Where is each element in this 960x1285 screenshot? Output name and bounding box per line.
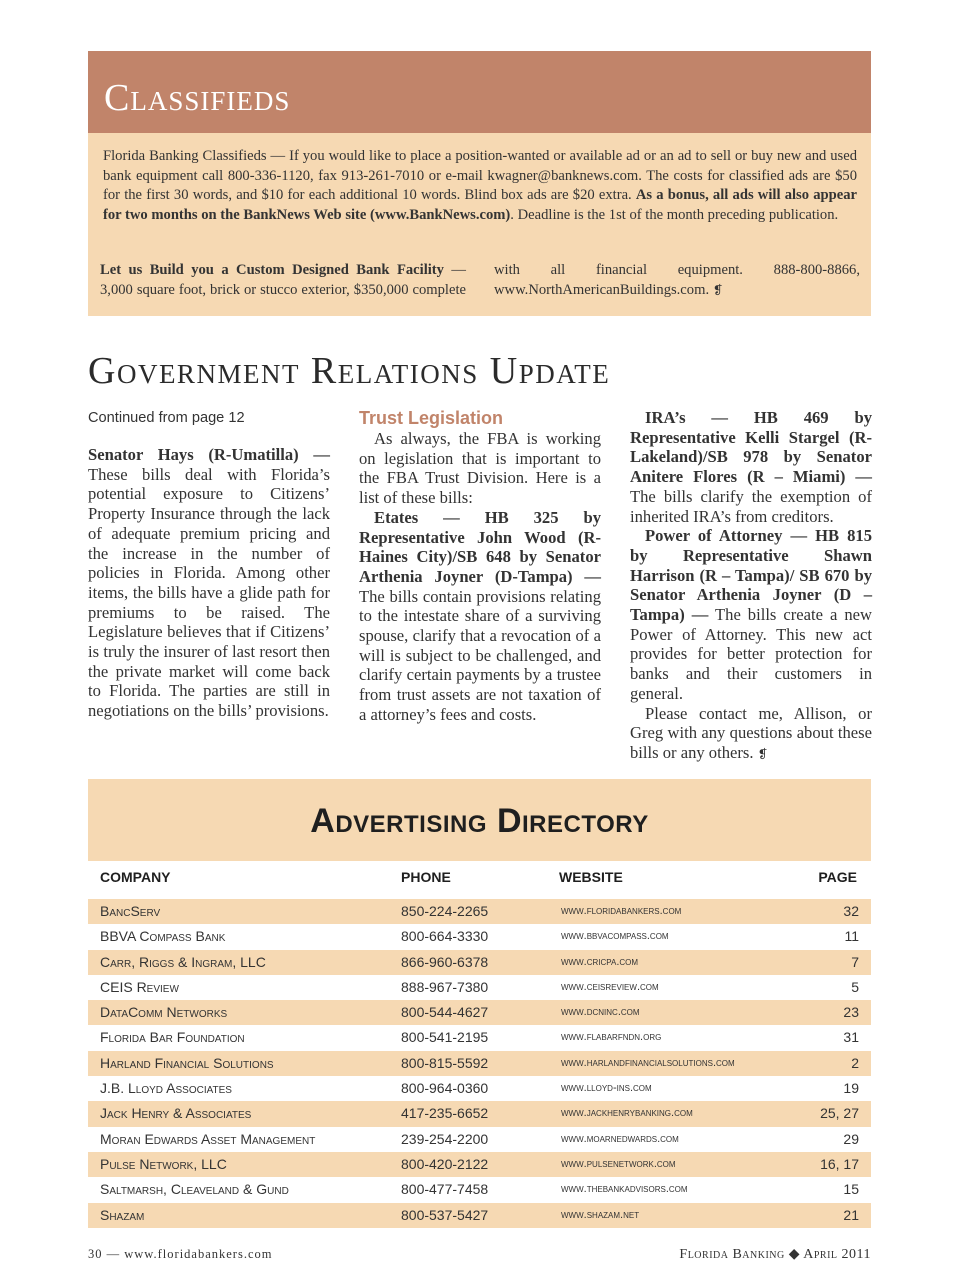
website-link[interactable]: www.shazam.net xyxy=(561,1208,640,1221)
phone-cell: 417-235-6652 xyxy=(401,1105,489,1122)
trust-intro-paragraph: As always, the FBA is working on legislation that is important to the FBA Trust Division. Here is a list of these bills: xyxy=(359,429,601,508)
phone-cell: 866-960-6378 xyxy=(401,953,489,970)
company-cell: Jack Henry & Associates xyxy=(100,1105,252,1122)
table-row xyxy=(88,1051,871,1076)
company-cell: Shazam xyxy=(100,1206,145,1223)
website-link[interactable]: www.thebankadvisors.com xyxy=(561,1183,688,1196)
website-link[interactable]: www.moarnedwards.com xyxy=(561,1132,679,1145)
website-link[interactable]: www.floridabankers.com xyxy=(561,905,682,917)
website-link[interactable]: www.cricpa.com xyxy=(561,955,639,968)
page-cell: 2 xyxy=(851,1054,859,1071)
directory-column-headers xyxy=(88,861,871,901)
page-cell: 16, 17 xyxy=(820,1155,859,1172)
ira-text: The bills clarify the exemption of inherited IRA’s from creditors. xyxy=(630,486,872,526)
trust-legislation-heading: Trust Legislation xyxy=(359,408,504,428)
table-row xyxy=(88,1000,871,1025)
contact-text: Please contact me, Allison, or Greg with any questions about these bills or any others. xyxy=(630,703,872,762)
classifieds-title: Classifieds xyxy=(104,77,291,119)
page-cell: 32 xyxy=(843,903,859,919)
table-row xyxy=(88,975,871,1000)
table-row xyxy=(88,1076,871,1101)
page-cell: 15 xyxy=(843,1181,859,1198)
website-link[interactable]: www.ceisreview.com xyxy=(561,980,659,993)
footer-publication: Florida Banking ◆ April 2011 xyxy=(679,1247,871,1262)
page-cell: 19 xyxy=(843,1080,859,1097)
table-row xyxy=(88,950,871,975)
company-cell: CEIS Review xyxy=(100,978,179,995)
advertising-directory-header xyxy=(88,779,871,861)
company-cell: Pulse Network, LLC xyxy=(100,1155,227,1172)
classifieds-bonus-text: As a bonus, all ads will also appear for two months on the BankNews Web site (www.BankNews.com) xyxy=(103,187,857,224)
advertising-directory-title: Advertising Directory xyxy=(310,802,649,840)
website-link[interactable]: www.flabarfndn.org xyxy=(561,1031,662,1044)
continued-note: Continued from page 12 xyxy=(88,410,245,426)
classifieds-intro-text: Florida Banking Classifieds — If you would like to place a position-wanted or available ad or an ad to sell or buy new and used bank equipment call 800-336-1120, fax 913-261-7010 or e-mail kwagner@banknews.com. The costs for classified ads are $50 for the first 30 words, and $10 for each additional 10 words. Blind box ads are $20 extra. xyxy=(103,148,857,204)
column-header-company: COMPANY xyxy=(100,869,171,885)
senator-hays-text: These bills deal with Florida’s potential exposure to Citizens’ Property Insurance through the lack of adequate premium pricing and the increase in the number of policies in Florida. Among other items, the bills have a glide path for premiums to be raised. The Legislature believes that if Citizens’ is truly the insurer of last resort then the private market will come back to Florida. The parties are still in negotiations on the bills’ provisions. xyxy=(88,464,330,721)
page-cell: 5 xyxy=(851,978,859,995)
page-cell: 23 xyxy=(843,1004,859,1021)
website-link[interactable]: www.dcninc.com xyxy=(561,1006,640,1019)
contact-paragraph xyxy=(630,704,872,765)
footer-page-url: 30 — www.floridabankers.com xyxy=(88,1247,273,1261)
directory-bottom-rule xyxy=(88,1226,871,1227)
column-header-phone: PHONE xyxy=(401,869,451,885)
website-link[interactable]: www.harlandfinancialsolutions.com xyxy=(561,1056,735,1069)
phone-cell: 800-815-5592 xyxy=(401,1054,489,1071)
poa-heading: Power of Attorney — HB 815 by Representative Shawn Harrison (R – Tampa)/ SB 670 by Senator Arthenia Joyner (D – Tampa) — xyxy=(630,526,872,625)
phone-cell: 888-967-7380 xyxy=(401,978,489,995)
company-cell: BancServ xyxy=(100,903,161,919)
phone-cell: 850-224-2265 xyxy=(401,903,489,919)
page-cell: 11 xyxy=(844,928,859,945)
page-cell: 21 xyxy=(843,1206,859,1223)
poa-paragraph xyxy=(630,526,872,703)
phone-cell: 800-420-2122 xyxy=(401,1155,489,1172)
article-column-1 xyxy=(88,408,330,721)
phone-cell: 239-254-2200 xyxy=(401,1130,489,1147)
article-column-2 xyxy=(359,408,601,725)
ira-heading: IRA’s — HB 469 by Representative Kelli Stargel (R-Lakeland)/SB 978 by Senator Anitere Flores (R – Miami) — xyxy=(630,408,872,487)
table-row xyxy=(88,924,871,949)
company-cell: BBVA Compass Bank xyxy=(100,928,226,945)
phone-cell: 800-664-3330 xyxy=(401,928,489,945)
table-row xyxy=(88,1127,871,1152)
company-cell: Saltmarsh, Cleaveland & Gund xyxy=(100,1181,289,1198)
phone-cell: 800-964-0360 xyxy=(401,1080,489,1097)
classified-ad xyxy=(100,260,860,300)
senator-hays-paragraph xyxy=(88,445,330,721)
company-cell: Moran Edwards Asset Management xyxy=(100,1130,316,1147)
table-row xyxy=(88,1101,871,1126)
column-header-page: PAGE xyxy=(818,869,857,885)
table-row xyxy=(88,1177,871,1202)
company-cell: Carr, Riggs & Ingram, LLC xyxy=(100,953,266,970)
company-cell: DataComm Networks xyxy=(100,1004,228,1021)
page-cell: 29 xyxy=(843,1130,859,1147)
estates-text: The bills contain provisions relating to the intestate share of a surviving spouse, clarify that a revocation of a will is subject to be challenged, and clarify certain payments by a trustee from trust assets are not taxation of a attorney’s fees and costs. xyxy=(359,586,601,724)
table-row xyxy=(88,1152,871,1177)
page-cell: 31 xyxy=(843,1029,859,1046)
page-cell: 25, 27 xyxy=(820,1105,859,1122)
website-link[interactable]: www.jackhenrybanking.com xyxy=(561,1107,693,1120)
classifieds-deadline-text: . Deadline is the 1st of the month preceding publication. xyxy=(510,207,839,224)
company-cell: Florida Bar Foundation xyxy=(100,1029,245,1046)
phone-cell: 800-537-5427 xyxy=(401,1206,489,1223)
website-link[interactable]: www.pulsenetwork.com xyxy=(561,1157,676,1170)
table-row xyxy=(88,1203,871,1228)
table-row xyxy=(88,1025,871,1050)
classifieds-header-bar xyxy=(88,51,871,133)
estates-paragraph xyxy=(359,508,601,725)
phone-cell: 800-544-4627 xyxy=(401,1004,489,1021)
end-mark-icon: ❡ xyxy=(757,746,768,761)
column-header-website: WEBSITE xyxy=(559,869,623,885)
table-row xyxy=(88,899,871,924)
classifieds-section xyxy=(88,51,871,316)
phone-cell: 800-477-7458 xyxy=(401,1181,489,1198)
estates-heading: Etates — HB 325 by Representative John Wood (R-Haines City)/SB 648 by Senator Arthenia Joyner (D-Tampa) — xyxy=(359,507,601,586)
senator-hays-heading: Senator Hays (R-Umatilla) — xyxy=(88,445,330,464)
end-mark-icon: ❡ xyxy=(712,283,723,297)
poa-text: The bills create a new Power of Attorney. This new act provides for better protection for banks and their customers in general. xyxy=(630,605,872,703)
classified-ad-text: — 3,000 square foot, brick or stucco exterior, $350,000 complete with all financial equipment. 888-800-8866, www.NorthAmericanBuildings.com. xyxy=(100,262,860,298)
phone-cell: 800-541-2195 xyxy=(401,1029,489,1046)
gov-relations-title: Government Relations Update xyxy=(88,350,611,392)
classifieds-intro xyxy=(103,147,857,226)
page-cell: 7 xyxy=(851,953,859,970)
website-link[interactable]: www.bbvacompass.com xyxy=(561,930,669,943)
classified-ad-heading: Let us Build you a Custom Designed Bank Facility xyxy=(100,262,444,278)
company-cell: Harland Financial Solutions xyxy=(100,1054,274,1071)
website-link[interactable]: www.lloyd-ins.com xyxy=(561,1082,652,1095)
company-cell: J.B. Lloyd Associates xyxy=(100,1080,232,1097)
ira-paragraph xyxy=(630,408,872,526)
advertising-directory-table xyxy=(88,899,871,1228)
article-column-3 xyxy=(630,408,872,765)
